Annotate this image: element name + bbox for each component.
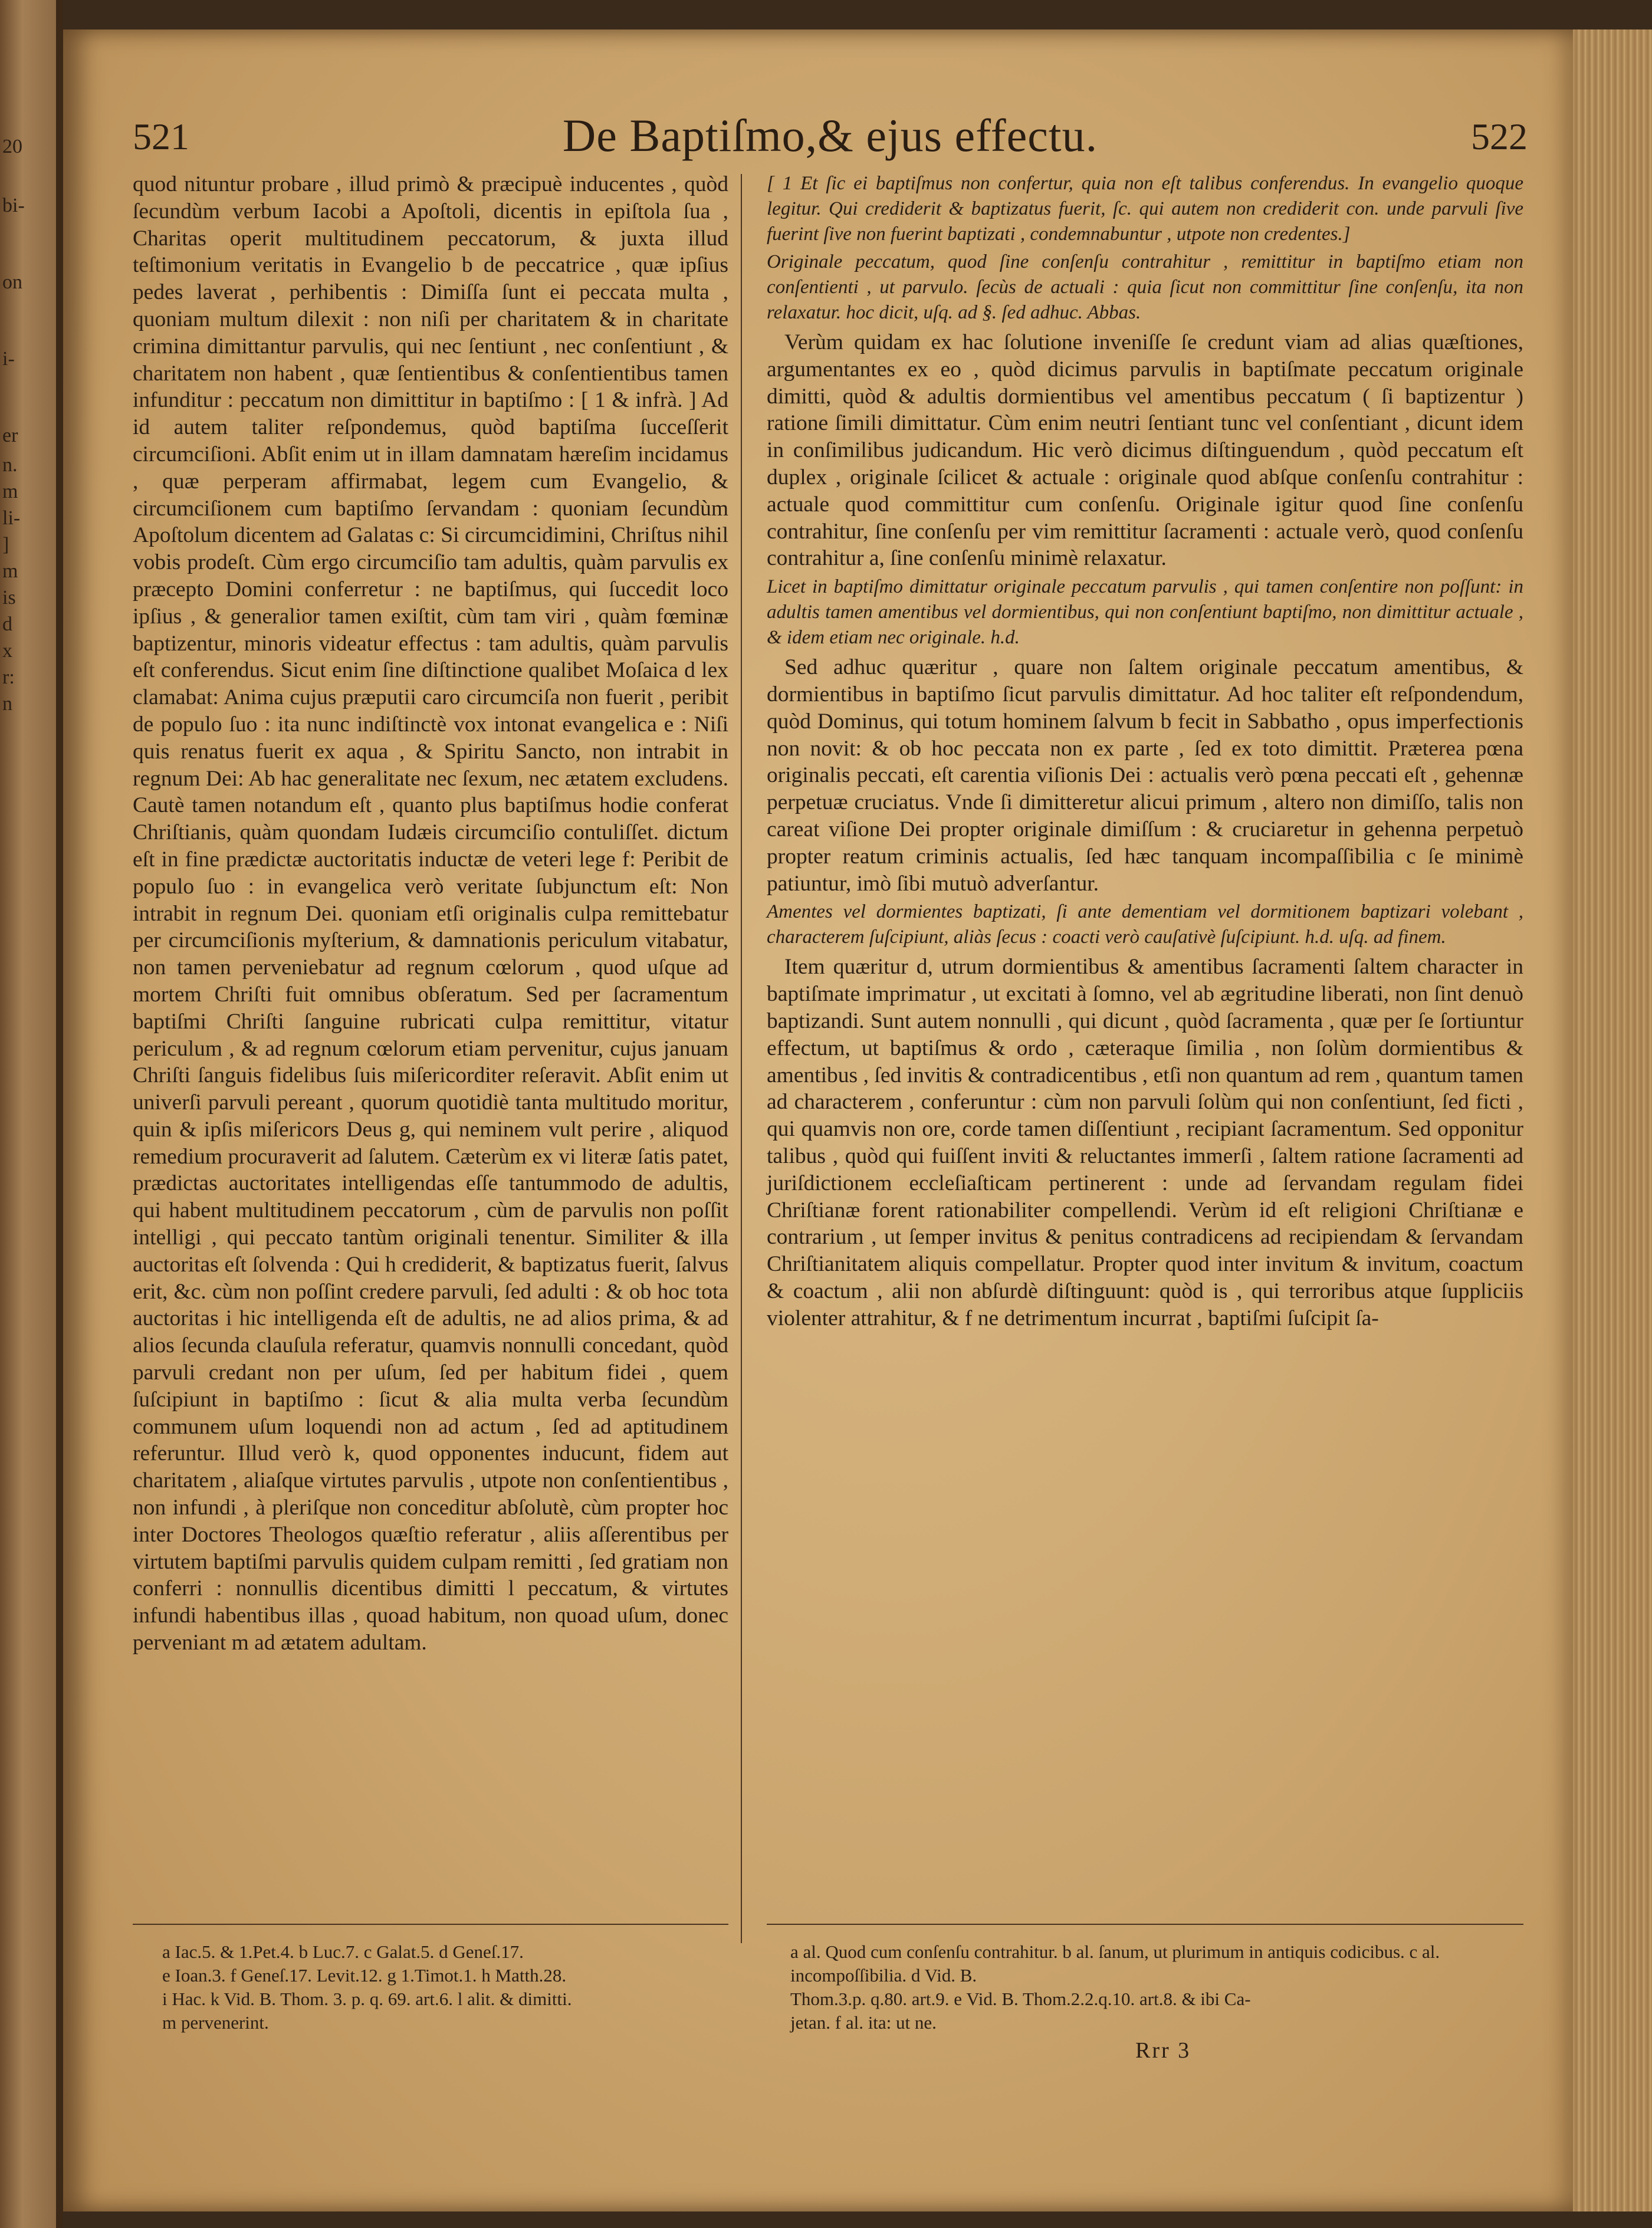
footnote-line: m pervenerint. <box>162 2012 269 2033</box>
footnote-rule <box>767 1924 1523 1925</box>
margin-fragment: li- <box>2 507 21 529</box>
signature-mark: Rrr 3 <box>1135 2038 1191 2063</box>
margin-fragment: r: <box>2 666 15 688</box>
footnote-rule <box>133 1924 728 1925</box>
margin-fragment: n. <box>2 454 18 476</box>
body-paragraph: Sed adhuc quæritur , quare non ſaltem originale peccatum amentibus, & dormientibus in baptiſmo ſicut parvulis dimittatur. Ad hoc taliter eſt reſpondendum, quòd Dominus, qui totum hominem ſalvum b fecit in Sabbatho , opus imperfectionis non novit: & ob hoc peccata non ex parte , ſed ex toto dimittit. Præterea pœna originalis peccati, eſt carentia viſionis Dei : actualis verò pœna peccati eſt , gehennæ perpetuæ cruciatus. Vnde ſi dimitteretur alicui primum , altero non dimiſſo, talis non careat viſione Dei propter originale dimiſſum : & cruciaretur in gehenna perpetuò propter reatum criminis actualis, ſed hæc tanquam incompaſſibilia c ſe minimè patiuntur, imò ſibi mutuò adverſantur. <box>767 655 1523 896</box>
page-title: De Baptiſmo,& ejus effectu. <box>562 110 1098 161</box>
footnote-line: jetan. f al. ita: ut ne. <box>790 2012 937 2033</box>
gloss-summary: Amentes vel dormientes baptizati, ſi ante dementiam vel dormitionem baptizari volebant , characterem ſuſcipiunt, aliàs ſecus : coacti verò cauſativè ſuſcipiunt. h.d. uſq. ad finem. <box>767 901 1523 948</box>
gloss-summary: Licet in baptiſmo dimittatur originale peccatum parvulis , qui tamen conſentire non poſſunt: in adultis tamen amentibus vel dormientibus, qui non conſentiunt baptiſmo, non dimittitur actuale , & idem etiam nec originale. h.d. <box>767 576 1523 649</box>
footnote-line: Thom.3.p. q.80. art.9. e Vid. B. Thom.2.2.q.10. art.8. & ibi Ca- <box>790 1989 1251 2009</box>
margin-fragment: i- <box>2 348 15 370</box>
margin-fragment: is <box>2 587 16 609</box>
page-stack-edge <box>1573 29 1652 2211</box>
left-footnotes <box>162 1940 728 2035</box>
book-gutter <box>56 0 63 2228</box>
margin-fragment: bi- <box>2 195 25 216</box>
footnote-line: a Iac.5. & 1.Pet.4. b Luc.7. c Galat.5. d Geneſ.17. <box>162 1941 524 1962</box>
left-page-number: 521 <box>133 116 189 157</box>
margin-fragment: ] <box>2 534 9 556</box>
running-header <box>133 110 1528 174</box>
margin-fragment: m <box>2 481 18 502</box>
margin-fragment: on <box>2 271 22 293</box>
right-page-number: 522 <box>1471 116 1528 157</box>
body-paragraph: Verùm quidam ex hac ſolutione inveniſſe ſe credunt viam ad alias quæſtiones, argumentantes ex eo , quòd dicimus parvulis in baptiſmate peccatum originale dimitti, quòd & adultis dormientibus vel amentibus peccatum ( ſi baptizentur ) ratione ſimili dimittatur. Cùm enim neutri ſentiant tunc vel conſentiant , dicunt idem in conſimilibus judicandum. Hic verò dicimus diſtinguendum , quòd peccatum eſt duplex , originale ſcilicet & actuale : originale quod abſque conſenſu contrahitur : actuale quod committitur cum conſenſu. Originale igitur quod ſine conſenſu contrahitur, ſine conſenſu per vim remittitur ſacramenti : actuale verò, quod conſenſu contrahitur a, ſine conſenſu minimè relaxatur. <box>767 330 1523 571</box>
bracket-note: [ 1 Et ſic ei baptiſmus non confertur, quia non eſt talibus conferendus. In evangelio quoque legitur. Qui crediderit & baptizatus fuerit, ſc. qui autem non crediderit con. unde parvuli ſive fuerint ſive non fuerint baptizati , condemnabuntur , utpote non credentes.] <box>767 173 1523 245</box>
left-column-text: quod nituntur probare , illud primò & præcipuè inducentes , quòd ſecundùm verbum Iacobi a Apoſtoli, dicentis in epiſtola ſua , Charitas operit multitudinem peccatorum, & juxta illud teſtimonium veritatis in Evangelio b de peccatrice , quæ ipſius pedes laverat , perhibentis : Dimiſſa ſunt ei peccata multa , quoniam multum dilexit : non niſi per charitatem & in charitate crimina dimittantur parvulis, qui nec ſentiunt , nec conſentiunt , & charitatem non habent , quæ ſentientibus & conſentientibus tamen infunditur : peccatum non dimittitur in baptiſmo : [ 1 & infrà. ] Ad id autem taliter reſpondemus, quòd baptiſma ſucceſſerit circumciſioni. Abſit enim ut in illam damnatam hæreſim incidamus , quæ perperam affirmabat, legem cum Evangelio, & circumciſionem cum baptiſmo ſervandam : quoniam ſecundùm Apoſtolum dicentem ad Galatas c: Si circumcidimini, Chriſtus nihil vobis prodeſt. Cùm ergo circumciſio tam adultis, quàm parvulis ex præcepto Domini conferretur : ne baptiſmus, qui ſuccedit loco ipſius , & generalior tamen exiſtit, cùm tam viri , quàm fœminæ baptizentur, minoris videatur effectus : tam adultis, quàm parvulis eſt conferendus. Sicut enim ſine diſtinctione qualibet Moſaica d lex clamabat: Anima cujus præputii caro circumciſa non fuerit , peribit de populo ſuo : ita nunc indiſtinctè vox intonat evangelica e : Niſi quis renatus fuerit ex aqua , & Spiritu Sancto, non intrabit in regnum Dei: Ab hac generalitate nec ſexum, nec ætatem excludens. Cautè tamen notandum eſt , quanto plus baptiſmus hodie conferat Chriſtianis, quàm quondam Iudæis circumciſio contuliſſet. dictum eſt in fine prædictæ auctoritatis inductæ de veteri lege f: Peribit de populo ſuo : in evangelica verò veritate ſubjunctum eſt: Non intrabit in regnum Dei. quoniam etſi originalis culpa remittebatur per circumciſionis myſterium, & damnationis periculum vitabatur, non tamen perveniebatur ad regnum cœlorum , quod uſque ad mortem Chriſti fuit omnibus obſeratum. Sed per ſacramentum baptiſmi Chriſti ſanguine rubricati culpa remittitur, vitatur periculum , & ad regnum cœlorum etiam pervenitur, cujus januam Chriſti ſanguis fidelibus ſuis miſericorditer reſeravit. Abſit enim ut univerſi parvuli pereant , quorum quotidiè tanta multitudo moritur, quin & ipſis miſericors Deus g, qui neminem vult perire , aliquod remedium procuraverit ad ſalutem. Cæterùm ex vi literæ ſatis patet, prædictas auctoritates intelligendas eſſe tantummodo de adultis, qui habent multitudinem peccatorum , cùm de parvulis non poſſit intelligi , qui peccato tantùm originali tenentur. Similiter & illa auctoritas eſt ſolvenda : Qui h crediderit, & baptizatus fuerit, ſalvus erit, &c. cùm non poſſint credere parvuli, ſed adulti : & ob hoc tota auctoritas i hic intelligenda eſt de adultis, ne ad alios prima, & ad alios ſecunda clauſula referatur, quamvis nonnulli concedant, quòd parvuli credant non per uſum, ſed per habitum fidei , quem ſuſcipiunt in baptiſmo : ſicut & alia multa verba ſecundùm communem uſum loquendi non ad actum , ſed ad aptitudinem referuntur. Illud verò k, quod opponentes inducunt, fidem aut charitatem , aliaſque virtutes parvulis , utpote non conſentientibus , non infundi , à pleriſque non conceditur abſolutè, cùm propter hoc inter Doctores Theologos quæſtio referatur , aliis aſſerentibus per virtutem baptiſmi parvulis quidem culpam remitti , ſed gratiam non conferri : nonnullis dicentibus dimitti l peccatum, & virtutes infundi habentibus illas , quoad habitum, non quoad uſum, donec perveniant m ad ætatem adultam. <box>133 172 728 1655</box>
margin-fragment: x <box>2 640 12 662</box>
right-column <box>767 171 1523 1332</box>
margin-fragment: d <box>2 613 12 635</box>
footnote-line: a al. Quod cum conſenſu contrahitur. b al. ſanum, ut plurimum in antiquis codicibus. c al. incompoſſibilia. d Vid. B. <box>790 1941 1440 1986</box>
facing-page-edge <box>0 0 56 2228</box>
margin-fragment: n <box>2 693 12 715</box>
right-footnotes <box>790 1940 1522 2035</box>
footnote-line: e Ioan.3. f Geneſ.17. Levit.12. g 1.Timot.1. h Matth.28. <box>162 1965 567 1986</box>
column-divider <box>741 174 742 1943</box>
left-column <box>133 171 728 1657</box>
body-paragraph: Item quæritur d, utrum dormientibus & amentibus ſacramenti ſaltem character in baptiſmate imprimatur , ut excitati à ſomno, vel ab ægritudine liberati, non ſint denuò baptizandi. Sunt autem nonnulli , qui dicunt , quòd ſacramenta , quæ per ſe ſortiuntur effectum, ut baptiſmus & ordo , cæteraque ſimilia , non ſolùm dormientibus & amentibus , ſed invitis & contradicentibus , etſi non quantum ad rem , quantum tamen ad characterem , conferuntur : cùm non parvuli ſolùm qui non conſentiunt, ſed ficti , qui quamvis non ore, corde tamen diſſentiunt , recipiant ſacramentum. Sed opponitur talibus , quòd qui fuiſſent inviti & reluctantes immerſi , ſaltem ratione ſacramenti ad juriſdictionem eccleſiaſticam pertinerent : unde ad ſervandam regulam fidei Chriſtianæ forent rationabiliter compellendi. Verùm id eſt religioni Chriſtianæ e contrarium , ut ſemper invitus & penitus contradicens ad recipiendam & ſervandam Chriſtianitatem aliquis compellatur. Propter quod inter invitum & invitum, coactum & coactum , alii non abſurdè diſtinguunt: quòd is , qui terroribus atque ſuppliciis violenter attrahitur, & f ne detrimentum incurrat , baptiſmi ſuſcipit ſa- <box>767 955 1523 1330</box>
margin-fragment: er <box>2 425 18 446</box>
margin-fragment: m <box>2 560 18 582</box>
footnote-line: i Hac. k Vid. B. Thom. 3. p. q. 69. art.6. l alit. & dimitti. <box>162 1989 572 2009</box>
gloss-summary: Originale peccatum, quod ſine conſenſu contrahitur , remittitur in baptiſmo etiam non conſentienti , ut parvulo. ſecùs de actuali : quia ſicut non committitur ſine conſenſu, ita non relaxatur. hoc dicit, uſq. ad §. ſed adhuc. Abbas. <box>767 251 1523 323</box>
margin-fragment: 20 <box>2 136 22 157</box>
